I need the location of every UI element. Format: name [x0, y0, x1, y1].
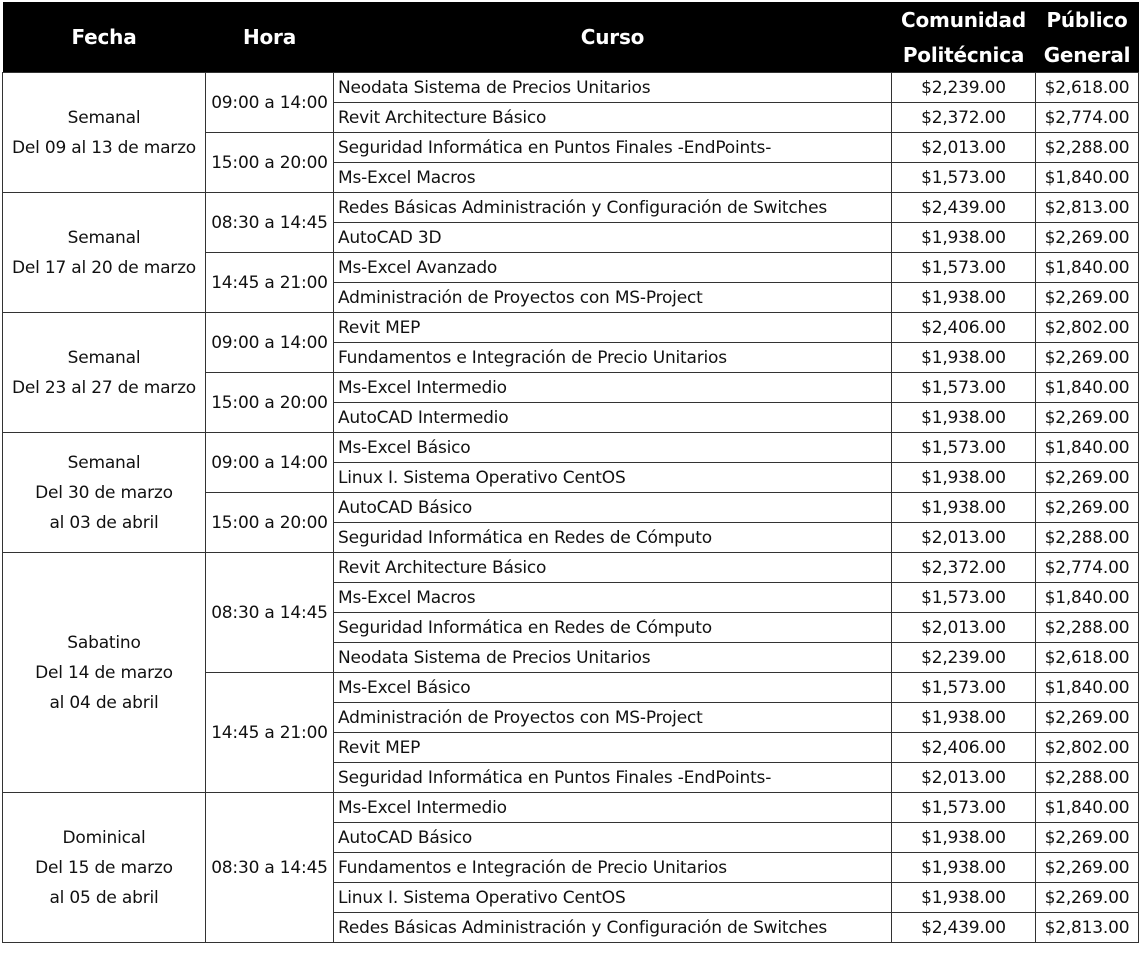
curso-cell: Fundamentos e Integración de Precio Unitarios [334, 343, 892, 373]
hora-cell: 09:00 a 14:00 [206, 433, 334, 493]
precio-publico-cell: $1,840.00 [1036, 673, 1139, 703]
curso-cell: Revit Architecture Básico [334, 103, 892, 133]
precio-comunidad-cell: $1,573.00 [892, 793, 1036, 823]
precio-comunidad-cell: $1,573.00 [892, 583, 1036, 613]
header-curso: Curso [334, 2, 892, 73]
fecha-modalidad: Semanal [67, 347, 141, 368]
precio-publico-cell: $2,774.00 [1036, 553, 1139, 583]
curso-cell: AutoCAD 3D [334, 223, 892, 253]
header-row-1 [3, 2, 1139, 37]
hora-cell: 14:45 a 21:00 [206, 673, 334, 793]
table-header [3, 2, 1139, 73]
table-row [3, 433, 1139, 463]
precio-comunidad-cell: $2,239.00 [892, 73, 1036, 103]
precio-publico-cell: $2,269.00 [1036, 223, 1139, 253]
hora-cell: 09:00 a 14:00 [206, 313, 334, 373]
header-publico-line2: General [1036, 37, 1139, 73]
table-body [3, 73, 1139, 943]
header-fecha: Fecha [3, 2, 206, 73]
curso-cell: Ms-Excel Intermedio [334, 793, 892, 823]
precio-comunidad-cell: $1,573.00 [892, 373, 1036, 403]
precio-comunidad-cell: $1,938.00 [892, 463, 1036, 493]
precio-publico-cell: $2,269.00 [1036, 823, 1139, 853]
precio-publico-cell: $1,840.00 [1036, 373, 1139, 403]
precio-publico-cell: $2,802.00 [1036, 313, 1139, 343]
curso-cell: Redes Básicas Administración y Configuración de Switches [334, 913, 892, 943]
curso-cell: Linux I. Sistema Operativo CentOS [334, 883, 892, 913]
precio-comunidad-cell: $2,406.00 [892, 313, 1036, 343]
precio-publico-cell: $2,269.00 [1036, 343, 1139, 373]
precio-comunidad-cell: $1,938.00 [892, 343, 1036, 373]
curso-cell: Administración de Proyectos con MS-Project [334, 283, 892, 313]
precio-publico-cell: $2,774.00 [1036, 103, 1139, 133]
precio-comunidad-cell: $1,938.00 [892, 283, 1036, 313]
precio-publico-cell: $1,840.00 [1036, 793, 1139, 823]
curso-cell: Revit MEP [334, 313, 892, 343]
curso-cell: Ms-Excel Intermedio [334, 373, 892, 403]
precio-publico-cell: $2,288.00 [1036, 523, 1139, 553]
precio-comunidad-cell: $2,013.00 [892, 133, 1036, 163]
curso-cell: Seguridad Informática en Redes de Cómputo [334, 613, 892, 643]
fecha-rango: al 04 de abril [49, 692, 159, 713]
hora-cell: 15:00 a 20:00 [206, 373, 334, 433]
curso-cell: Revit Architecture Básico [334, 553, 892, 583]
precio-publico-cell: $2,618.00 [1036, 643, 1139, 673]
precio-comunidad-cell: $1,573.00 [892, 163, 1036, 193]
table-row [3, 793, 1139, 823]
fecha-modalidad: Dominical [62, 827, 146, 848]
fecha-modalidad: Semanal [67, 452, 141, 473]
curso-cell: Redes Básicas Administración y Configuración de Switches [334, 193, 892, 223]
curso-cell: Fundamentos e Integración de Precio Unitarios [334, 853, 892, 883]
fecha-modalidad: Sabatino [67, 632, 141, 653]
header-publico-line1: Público [1036, 2, 1139, 37]
precio-publico-cell: $2,269.00 [1036, 283, 1139, 313]
table-row [3, 73, 1139, 103]
fecha-cell [3, 553, 206, 793]
curso-cell: AutoCAD Básico [334, 493, 892, 523]
table-row [3, 313, 1139, 343]
precio-publico-cell: $2,802.00 [1036, 733, 1139, 763]
fecha-rango: Del 09 al 13 de marzo [11, 137, 197, 158]
curso-cell: Seguridad Informática en Redes de Cómputo [334, 523, 892, 553]
curso-cell: AutoCAD Intermedio [334, 403, 892, 433]
curso-cell: Ms-Excel Básico [334, 433, 892, 463]
precio-publico-cell: $2,813.00 [1036, 193, 1139, 223]
precio-publico-cell: $2,288.00 [1036, 133, 1139, 163]
precio-publico-cell: $2,288.00 [1036, 763, 1139, 793]
precio-comunidad-cell: $2,439.00 [892, 193, 1036, 223]
fecha-modalidad: Semanal [67, 227, 141, 248]
fecha-cell [3, 433, 206, 553]
precio-comunidad-cell: $2,406.00 [892, 733, 1036, 763]
fecha-cell [3, 313, 206, 433]
curso-cell: Neodata Sistema de Precios Unitarios [334, 73, 892, 103]
precio-publico-cell: $2,269.00 [1036, 883, 1139, 913]
course-schedule-table [2, 2, 1139, 943]
fecha-rango: Del 23 al 27 de marzo [11, 377, 197, 398]
hora-cell: 08:30 a 14:45 [206, 793, 334, 943]
precio-comunidad-cell: $1,573.00 [892, 673, 1036, 703]
precio-publico-cell: $2,269.00 [1036, 493, 1139, 523]
hora-cell: 08:30 a 14:45 [206, 193, 334, 253]
precio-comunidad-cell: $1,938.00 [892, 223, 1036, 253]
precio-comunidad-cell: $1,938.00 [892, 883, 1036, 913]
curso-cell: Seguridad Informática en Puntos Finales -EndPoints- [334, 763, 892, 793]
precio-publico-cell: $1,840.00 [1036, 253, 1139, 283]
fecha-cell [3, 793, 206, 943]
curso-cell: Seguridad Informática en Puntos Finales -EndPoints- [334, 133, 892, 163]
fecha-rango: Del 14 de marzo [35, 662, 173, 683]
precio-comunidad-cell: $1,938.00 [892, 703, 1036, 733]
precio-comunidad-cell: $2,439.00 [892, 913, 1036, 943]
fecha-rango: al 03 de abril [49, 512, 159, 533]
curso-cell: Neodata Sistema de Precios Unitarios [334, 643, 892, 673]
precio-comunidad-cell: $2,372.00 [892, 553, 1036, 583]
precio-publico-cell: $2,618.00 [1036, 73, 1139, 103]
precio-publico-cell: $2,269.00 [1036, 853, 1139, 883]
fecha-cell [3, 73, 206, 193]
precio-publico-cell: $2,269.00 [1036, 703, 1139, 733]
hora-cell: 15:00 a 20:00 [206, 493, 334, 553]
precio-comunidad-cell: $1,573.00 [892, 433, 1036, 463]
header-hora: Hora [206, 2, 334, 73]
precio-comunidad-cell: $1,573.00 [892, 253, 1036, 283]
precio-comunidad-cell: $1,938.00 [892, 493, 1036, 523]
fecha-modalidad: Semanal [67, 107, 141, 128]
precio-comunidad-cell: $1,938.00 [892, 853, 1036, 883]
curso-cell: AutoCAD Básico [334, 823, 892, 853]
table-row [3, 193, 1139, 223]
precio-publico-cell: $1,840.00 [1036, 583, 1139, 613]
precio-publico-cell: $2,288.00 [1036, 613, 1139, 643]
hora-cell: 15:00 a 20:00 [206, 133, 334, 193]
precio-publico-cell: $1,840.00 [1036, 163, 1139, 193]
hora-cell: 14:45 a 21:00 [206, 253, 334, 313]
precio-comunidad-cell: $2,372.00 [892, 103, 1036, 133]
curso-cell: Ms-Excel Avanzado [334, 253, 892, 283]
precio-publico-cell: $2,269.00 [1036, 403, 1139, 433]
curso-cell: Revit MEP [334, 733, 892, 763]
table-row [3, 553, 1139, 583]
curso-cell: Linux I. Sistema Operativo CentOS [334, 463, 892, 493]
curso-cell: Ms-Excel Básico [334, 673, 892, 703]
hora-cell: 09:00 a 14:00 [206, 73, 334, 133]
precio-publico-cell: $2,813.00 [1036, 913, 1139, 943]
fecha-rango: Del 17 al 20 de marzo [11, 257, 197, 278]
precio-comunidad-cell: $2,013.00 [892, 523, 1036, 553]
precio-comunidad-cell: $1,938.00 [892, 403, 1036, 433]
fecha-rango: Del 15 de marzo [35, 857, 173, 878]
curso-cell: Administración de Proyectos con MS-Project [334, 703, 892, 733]
curso-cell: Ms-Excel Macros [334, 163, 892, 193]
precio-comunidad-cell: $2,013.00 [892, 613, 1036, 643]
fecha-rango: Del 30 de marzo [35, 482, 173, 503]
hora-cell: 08:30 a 14:45 [206, 553, 334, 673]
precio-comunidad-cell: $2,013.00 [892, 763, 1036, 793]
header-comunidad-line2: Politécnica [892, 37, 1036, 73]
fecha-rango: al 05 de abril [49, 887, 159, 908]
curso-cell: Ms-Excel Macros [334, 583, 892, 613]
header-comunidad-line1: Comunidad [892, 2, 1036, 37]
precio-publico-cell: $1,840.00 [1036, 433, 1139, 463]
precio-publico-cell: $2,269.00 [1036, 463, 1139, 493]
precio-comunidad-cell: $1,938.00 [892, 823, 1036, 853]
precio-comunidad-cell: $2,239.00 [892, 643, 1036, 673]
fecha-cell [3, 193, 206, 313]
